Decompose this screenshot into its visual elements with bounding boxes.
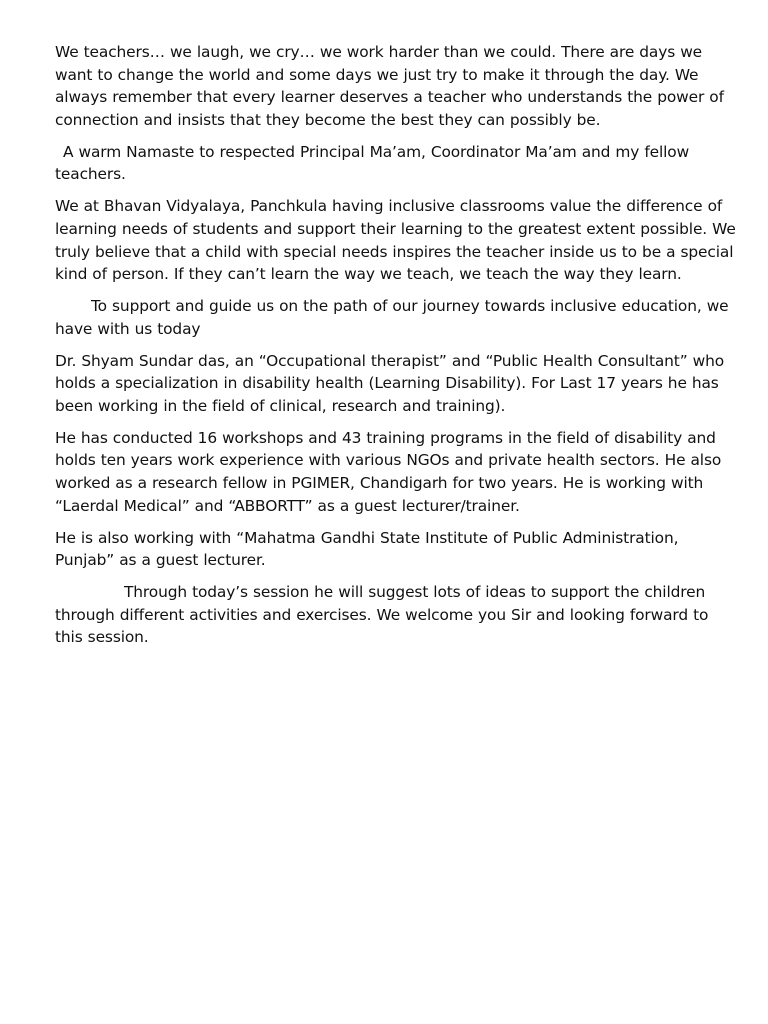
paragraph-introduction: To support and guide us on the path of our journey towards inclusive education, we have with us today [55, 297, 729, 338]
paragraph-speaker-affiliation: He is also working with “Mahatma Gandhi State Institute of Public Administration, Punjab” as a guest lecturer. [55, 528, 679, 570]
paragraph-speaker-profile: Dr. Shyam Sundar das, an “Occupational therapist” and “Public Health Consultant” who holds a specialization in disability health (Learning Disability). For Last 17 years he has been working in the field of clinical, research and training). [55, 351, 725, 415]
paragraph-greeting: A warm Namaste to respected Principal Ma’am, Coordinator Ma’am and my fellow teachers. [55, 142, 690, 184]
paragraph-opening-quote: We teachers… we laugh, we cry… we work harder than we could. There are days we want to change the world and some days we just try to make it through the day. We always remember that every learner deserves a teacher who understands the power of connection and insists that they become the best they can possibly be. [55, 43, 724, 129]
paragraph-session-welcome: Through today’s session he will suggest lots of ideas to support the children through different activities and exercises. We welcome you Sir and looking forward to this session. [55, 583, 709, 647]
paragraph-speaker-experience: He has conducted 16 workshops and 43 training programs in the field of disability and holds ten years work experience with various NGOs and private health sectors. He also worked as a research fellow in PGIMER, Chandigarh for two years. He is working with “Laerdal Medical” and “ABBORTT” as a guest lecturer/trainer. [55, 428, 722, 515]
paragraph-inclusive-classrooms: We at Bhavan Vidyalaya, Panchkula having inclusive classrooms value the difference of learning needs of students and support their learning to the greatest extent possible. We truly believe that a child with special needs inspires the teacher inside us to be a special kind of person. If they can’t learn the way we teach, we teach the way they learn. [55, 197, 736, 284]
